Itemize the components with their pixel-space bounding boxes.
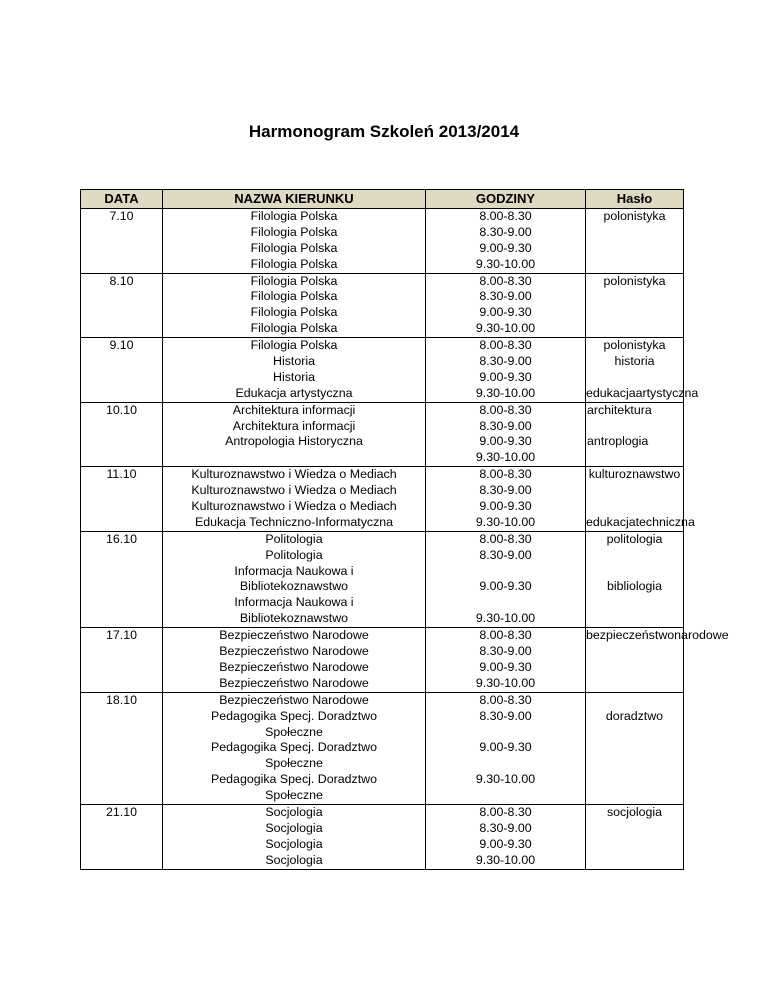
course-name: Pedagogika Specj. Doradztwo: [211, 708, 377, 723]
password-value: [586, 676, 683, 692]
time-slot: 9.30-10.00: [475, 321, 536, 336]
password-value: [586, 370, 683, 386]
date-cell: [81, 628, 163, 693]
course-name: Architektura informacji: [232, 402, 356, 417]
password-cell: [586, 402, 684, 467]
course-name: Filologia Polska: [250, 224, 338, 239]
date-cell: [81, 209, 163, 274]
date-value: 9.10: [109, 338, 134, 353]
course-name: Bezpieczeństwo Narodowe: [219, 675, 369, 690]
date-cell: [81, 692, 163, 804]
schedule-table: [80, 189, 729, 870]
password-value: [586, 241, 683, 257]
time-slot: 9.30-10.00: [475, 772, 536, 787]
password-value: [586, 740, 683, 756]
header-hours: GODZINY: [426, 190, 586, 209]
password-value: [586, 564, 683, 580]
table-row: [81, 531, 684, 627]
date-cell: [81, 273, 163, 338]
time-slot: 8.30-9.00: [479, 644, 532, 659]
course-name: Filologia Polska: [250, 338, 338, 353]
password-value: edukacjatechniczna: [586, 514, 695, 529]
date-value: 18.10: [105, 692, 137, 707]
course-name: Edukacja artystyczna: [235, 385, 353, 400]
password-value: [586, 853, 683, 869]
course-name: Filologia Polska: [250, 240, 338, 255]
course-name: Bibliotekoznawstwo: [239, 611, 349, 626]
password-value: edukacjaartystyczna: [586, 385, 699, 400]
password-value: [586, 595, 683, 611]
password-cell: [586, 692, 684, 804]
course-name: Kulturoznawstwo i Wiedza o Mediach: [191, 483, 397, 498]
time-slot: 8.30-9.00: [479, 354, 532, 369]
password-cell: [586, 338, 699, 403]
course-name-cell: [163, 402, 426, 467]
time-slot: 8.00-8.30: [479, 692, 532, 707]
password-cell: [586, 804, 684, 869]
time-slot: 9.30-10.00: [475, 256, 536, 271]
time-slot: 9.00-9.30: [479, 434, 532, 449]
course-name: Socjologia: [265, 820, 323, 835]
date-cell: [81, 338, 163, 403]
course-name-cell: [163, 467, 426, 532]
password-value: [586, 548, 683, 564]
course-name: Filologia Polska: [250, 273, 338, 288]
date-cell: [81, 531, 163, 627]
time-slot: 8.30-9.00: [479, 547, 532, 562]
time-slot: 8.00-8.30: [479, 467, 532, 482]
password-value: [586, 821, 683, 837]
time-slot: 9.00-9.30: [479, 740, 532, 755]
time-slot: 9.00-9.30: [479, 836, 532, 851]
time-slot: [426, 756, 585, 772]
password-cell: [586, 628, 729, 693]
course-name: Bibliotekoznawstwo: [239, 579, 349, 594]
course-name: Pedagogika Specj. Doradztwo: [211, 740, 377, 755]
course-name: Filologia Polska: [250, 209, 338, 223]
course-name: Informacja Naukowa i: [234, 563, 354, 578]
time-slot: 9.00-9.30: [479, 305, 532, 320]
table-row: [81, 804, 684, 869]
time-slot: 8.30-9.00: [479, 224, 532, 239]
course-name: Filologia Polska: [250, 321, 338, 336]
password-cell: [586, 273, 684, 338]
password-value: antroplogia: [587, 434, 649, 449]
course-name-cell: [163, 804, 426, 869]
course-name: [163, 450, 425, 466]
hours-cell: [426, 209, 586, 274]
time-slot: 8.30-9.00: [479, 708, 532, 723]
time-slot: 9.30-10.00: [475, 611, 536, 626]
time-slot: 8.00-8.30: [479, 402, 532, 417]
hours-cell: [426, 338, 586, 403]
time-slot: 9.30-10.00: [475, 675, 536, 690]
date-value: 16.10: [105, 531, 137, 546]
course-name: Historia: [273, 354, 315, 369]
password-value: [586, 693, 683, 709]
password-value: [586, 225, 683, 241]
table-row: [81, 692, 684, 804]
time-slot: 9.00-9.30: [479, 369, 532, 384]
course-name: Politologia: [265, 547, 323, 562]
time-slot: 9.00-9.30: [479, 499, 532, 514]
course-name: Kulturoznawstwo i Wiedza o Mediach: [191, 499, 397, 514]
header-course-name: NAZWA KIERUNKU: [163, 190, 426, 209]
course-name: Socjologia: [265, 836, 323, 851]
time-slot: 8.30-9.00: [479, 483, 532, 498]
password-value: [586, 837, 683, 853]
hours-cell: [426, 531, 586, 627]
hours-cell: [426, 692, 586, 804]
time-slot: 9.00-9.30: [479, 579, 532, 594]
time-slot: 8.30-9.00: [479, 820, 532, 835]
course-name: Społeczne: [265, 724, 323, 739]
password-value: bibliologia: [606, 579, 663, 594]
password-value: [586, 499, 683, 515]
password-cell: [586, 467, 695, 532]
password-value: [586, 257, 683, 273]
password-value: [586, 321, 683, 337]
date-value: 10.10: [105, 402, 137, 417]
password-value: socjologia: [606, 804, 663, 819]
hours-cell: [426, 628, 586, 693]
course-name: Bezpieczeństwo Narodowe: [219, 659, 369, 674]
table-row: [81, 209, 684, 274]
course-name: Politologia: [265, 531, 323, 546]
password-value: [586, 725, 683, 741]
table-row: [81, 273, 684, 338]
password-value: doradztwo: [605, 708, 664, 723]
password-value: [586, 660, 683, 676]
course-name: Społeczne: [265, 788, 323, 803]
date-value: 7.10: [109, 209, 134, 223]
time-slot: [426, 595, 585, 611]
course-name: Filologia Polska: [250, 289, 338, 304]
course-name-cell: [163, 338, 426, 403]
password-value: [586, 289, 683, 305]
course-name: Bezpieczeństwo Narodowe: [219, 692, 369, 707]
time-slot: 8.00-8.30: [479, 531, 532, 546]
password-value: bezpieczeństwonarodowe: [586, 628, 729, 643]
password-value: historia: [614, 354, 655, 369]
password-value: polonistyka: [603, 209, 666, 223]
header-date: DATA: [81, 190, 163, 209]
password-cell: [586, 209, 684, 274]
password-value: [586, 419, 683, 435]
password-cell: [586, 531, 684, 627]
password-value: [586, 305, 683, 321]
course-name-cell: [163, 628, 426, 693]
header-password: Hasło: [586, 190, 684, 209]
course-name: Architektura informacji: [232, 418, 356, 433]
course-name: Kulturoznawstwo i Wiedza o Mediach: [191, 467, 397, 482]
time-slot: 8.00-8.30: [479, 628, 532, 643]
password-value: [586, 772, 683, 788]
course-name: Antropologia Historyczna: [225, 434, 363, 449]
hours-cell: [426, 804, 586, 869]
password-value: kulturoznawstwo: [588, 467, 681, 482]
date-value: 11.10: [106, 467, 137, 482]
time-slot: 8.00-8.30: [479, 273, 532, 288]
time-slot: 8.30-9.00: [479, 289, 532, 304]
time-slot: [426, 564, 585, 580]
password-value: [586, 611, 683, 627]
time-slot: 8.30-9.00: [479, 418, 532, 433]
password-value: [586, 788, 683, 804]
time-slot: [426, 788, 585, 804]
page-title: Harmonogram Szkoleń 2013/2014: [248, 122, 520, 141]
hours-cell: [426, 467, 586, 532]
time-slot: 8.00-8.30: [479, 804, 532, 819]
course-name: Filologia Polska: [250, 305, 338, 320]
course-name: Edukacja Techniczno-Informatyczna: [194, 514, 394, 529]
course-name: Socjologia: [265, 852, 323, 867]
date-cell: [81, 402, 163, 467]
table-row: [81, 467, 684, 532]
date-value: 17.10: [105, 628, 137, 643]
time-slot: 8.00-8.30: [479, 338, 532, 353]
date-value: 8.10: [109, 273, 134, 288]
password-value: [586, 644, 683, 660]
table-row: [81, 402, 684, 467]
course-name: Historia: [273, 369, 315, 384]
time-slot: 9.30-10.00: [475, 852, 536, 867]
course-name: Bezpieczeństwo Narodowe: [219, 644, 369, 659]
time-slot: 9.30-10.00: [475, 385, 536, 400]
time-slot: 9.00-9.30: [479, 240, 532, 255]
table-row: [81, 338, 684, 403]
password-value: [586, 483, 683, 499]
course-name-cell: [163, 692, 426, 804]
course-name: Społeczne: [265, 756, 323, 771]
time-slot: 9.30-10.00: [475, 450, 536, 465]
schedule-body: [81, 209, 729, 870]
password-value: [586, 756, 683, 772]
course-name: Filologia Polska: [250, 256, 338, 271]
course-name-cell: [163, 531, 426, 627]
course-name: Socjologia: [265, 804, 323, 819]
date-value: 21.10: [105, 804, 137, 819]
time-slot: 8.00-8.30: [479, 209, 532, 223]
course-name: Bezpieczeństwo Narodowe: [219, 628, 369, 643]
password-value: polonistyka: [603, 273, 666, 288]
hours-cell: [426, 273, 586, 338]
password-value: polonistyka: [603, 338, 666, 353]
time-slot: [426, 725, 585, 741]
password-value: architektura: [587, 402, 652, 417]
header-row: [81, 190, 684, 209]
time-slot: 9.00-9.30: [479, 659, 532, 674]
hours-cell: [426, 402, 586, 467]
course-name: Informacja Naukowa i: [234, 595, 354, 610]
password-value: [586, 450, 683, 466]
course-name: Pedagogika Specj. Doradztwo: [211, 772, 377, 787]
time-slot: 9.30-10.00: [475, 514, 536, 529]
date-cell: [81, 467, 163, 532]
date-cell: [81, 804, 163, 869]
table-row: [81, 628, 684, 693]
course-name-cell: [163, 209, 426, 274]
password-value: politologia: [606, 531, 663, 546]
course-name-cell: [163, 273, 426, 338]
